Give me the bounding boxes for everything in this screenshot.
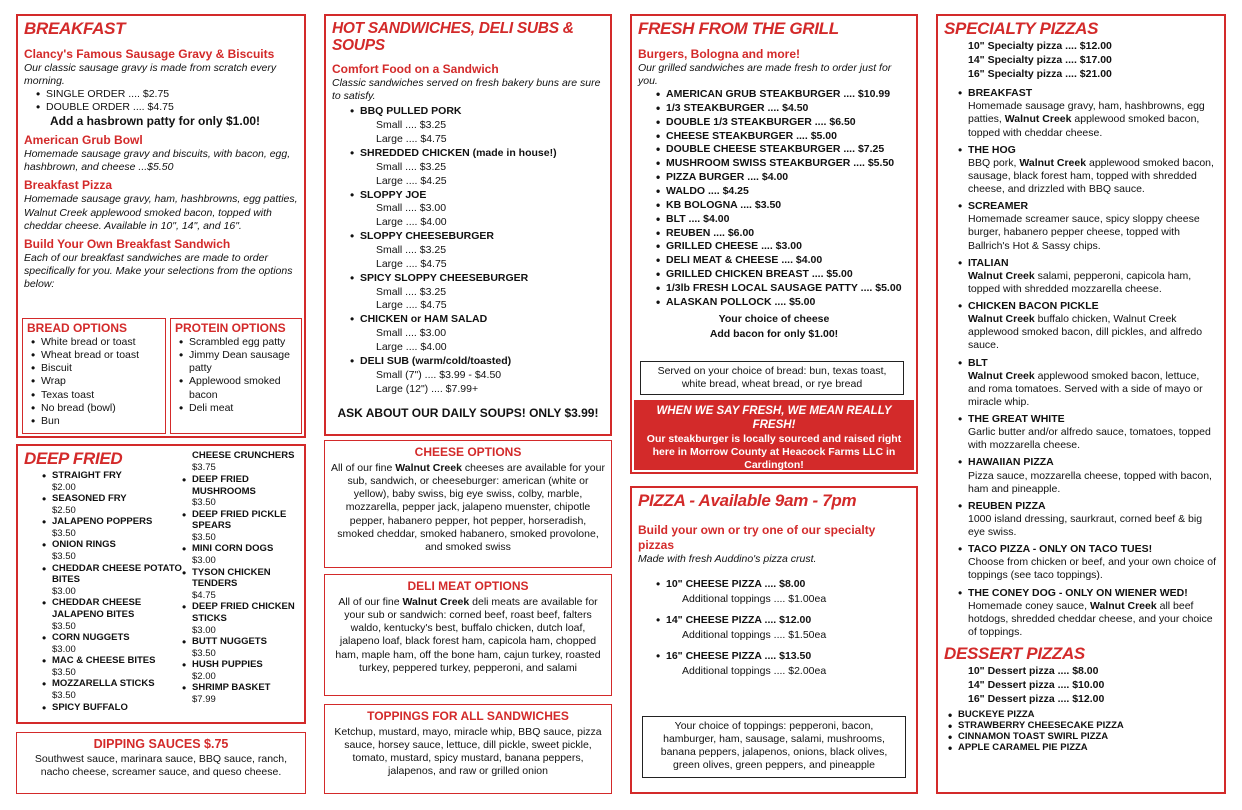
hot-sandwiches-title: HOT SANDWICHES, DELI SUBS & SOUPS xyxy=(332,20,574,55)
size-name: • 10" CHEESE PIZZA .... $8.00 xyxy=(666,577,806,590)
item-name: • MAC & CHEESE BITES xyxy=(52,655,156,667)
item-name: • SLOPPY CHEESEBURGER xyxy=(360,230,495,243)
list-item xyxy=(954,500,1218,539)
pizza-desc xyxy=(968,470,1218,496)
list-item: • CINNAMON TOAST SWIRL PIZZA xyxy=(944,732,1218,743)
list-item xyxy=(38,632,188,655)
item-large: Large .... $4.75 xyxy=(376,299,447,312)
pizza-name: • CHICKEN BACON PICKLE xyxy=(968,300,1099,313)
item-price: $3.50 xyxy=(52,527,76,539)
item-name: • MINI CORN DOGS xyxy=(192,543,274,555)
price-line: 16" Specialty pizza .... $21.00 xyxy=(968,68,1112,81)
item-name: • CHEDDAR CHEESE JALAPENO BITES xyxy=(52,597,142,620)
item-name: • SPICY SLOPPY CHEESEBURGER xyxy=(360,271,529,284)
list-item xyxy=(954,543,1218,582)
build-heading: Build Your Own Breakfast Sandwich xyxy=(24,236,231,251)
list-item: • KB BOLOGNA .... $3.50 xyxy=(652,199,910,213)
item-price: $3.50 xyxy=(192,497,216,509)
list-item: • REUBEN .... $6.00 xyxy=(652,227,910,241)
list-item xyxy=(38,563,188,598)
item-small: Small .... $3.25 xyxy=(376,119,447,132)
breakfast-title: BREAKFAST xyxy=(24,19,126,38)
list-item xyxy=(954,357,1218,410)
desc-brand: Walnut Creek xyxy=(968,313,1035,326)
list-item: • PIZZA BURGER .... $4.00 xyxy=(652,171,910,185)
pizza-desc xyxy=(968,313,1218,352)
price-line: 10" Dessert pizza .... $8.00 xyxy=(968,664,1099,677)
bowl-heading: American Grub Bowl xyxy=(24,133,143,148)
list-item xyxy=(346,313,604,355)
size-name: • 14" CHEESE PIZZA .... $12.00 xyxy=(666,614,812,627)
desc-brand: Walnut Creek xyxy=(1004,113,1072,126)
price-line: 14" Specialty pizza .... $17.00 xyxy=(968,53,1112,66)
protein-options-title: PROTEIN OPTIONS xyxy=(175,321,286,335)
pizza-desc xyxy=(968,556,1218,582)
desc-brand: Walnut Creek xyxy=(968,369,1035,382)
dipping-title: DIPPING SAUCES $.75 xyxy=(93,737,229,751)
toppings-text: Ketchup, mustard, mayo, miracle whip, BBQ sauce, pizza sauce, horsey sauce, lettuce, dill pickle, sweet pickle, tomato, mustard, spicy mustard, banana peppers, jalapenos, and raw or grilled onion xyxy=(334,726,602,778)
list-item: • Wheat bread or toast xyxy=(27,349,161,362)
item-price: $7.99 xyxy=(192,693,216,705)
list-item: • WALDO .... $4.25 xyxy=(652,185,910,199)
pizza-desc xyxy=(968,100,1218,139)
list-item xyxy=(346,189,604,231)
list-item: • Bun xyxy=(27,415,161,428)
item-name: • CORN NUGGETS xyxy=(52,632,130,644)
size-topping: Additional toppings .... $2.00ea xyxy=(682,665,827,678)
list-item xyxy=(346,147,604,189)
list-item xyxy=(652,614,910,642)
desc-pre: Homemade coney sauce, xyxy=(968,599,1090,612)
list-item: • Scrambled egg patty xyxy=(175,336,297,349)
grill-heading: Burgers, Bologna and more! xyxy=(638,46,801,61)
dessert-title: DESSERT PIZZAS xyxy=(944,644,1085,664)
specialty-prices xyxy=(944,39,1218,82)
list-item: • DOUBLE CHEESE STEAKBURGER .... $7.25 xyxy=(652,143,910,157)
list-item xyxy=(346,272,604,314)
item-name: • SLOPPY JOE xyxy=(360,188,427,201)
daily-soups: ASK ABOUT OUR DAILY SOUPS! ONLY $3.99! xyxy=(337,406,599,421)
pizza-toppings-box: Your choice of toppings: pepperoni, bacon, hamburger, ham, sausage, salami, mushrooms, banana peppers, jalapenos, onions, black olives, green olives, green peppers, and pineapple xyxy=(642,716,906,778)
item-price: $4.75 xyxy=(192,589,216,601)
item-small: Small .... $3.00 xyxy=(376,327,447,340)
list-item xyxy=(652,650,910,678)
desc-pre: Choose from chicken or beef, and your own choice of toppings (see taco toppings). xyxy=(968,556,1217,582)
item-large: Large (12") .... $7.99+ xyxy=(376,382,479,395)
list-item: • AMERICAN GRUB STEAKBURGER .... $10.99 xyxy=(652,88,910,102)
list-item xyxy=(652,578,910,606)
deep-fried-section xyxy=(16,444,306,724)
list-item: • 1/3lb FRESH LOCAL SAUSAGE PATTY .... $5.00 xyxy=(652,282,910,296)
pizza-name: • BREAKFAST xyxy=(968,87,1033,100)
dipping-text: Southwest sauce, marinara sauce, BBQ sauce, ranch, nacho cheese, screamer sauce, and queso cheese. xyxy=(34,752,288,778)
list-item xyxy=(38,470,188,493)
pizza-heading: Build your own or try one of our specialty pizzas xyxy=(638,522,876,552)
item-name: • SEASONED FRY xyxy=(52,493,127,505)
pizza-desc xyxy=(968,426,1218,452)
pizza-size-list xyxy=(652,578,910,679)
list-item: • BLT .... $4.00 xyxy=(652,213,910,227)
item-name: • CHEDDAR CHEESE POTATO BITES xyxy=(52,562,182,586)
toppings-section xyxy=(324,704,612,794)
item-small: Small .... $3.25 xyxy=(376,285,447,298)
pizza-desc: Made with fresh Auddino's pizza crust. xyxy=(638,552,817,565)
list-item: • DOUBLE 1/3 STEAKBURGER .... $6.50 xyxy=(652,116,910,130)
item-name: • CHICKEN or HAM SALAD xyxy=(360,313,488,326)
gravy-note: Add a hasbrown patty for only $1.00! xyxy=(50,114,261,129)
item-small: Small .... $3.25 xyxy=(376,243,447,256)
list-item xyxy=(178,474,306,509)
desc-pre: Garlic butter and/or alfredo sauce, tomatoes, topped with mozzarella cheese. xyxy=(968,426,1211,452)
item-name: • DEEP FRIED PICKLE SPEARS xyxy=(192,508,287,532)
list-item xyxy=(38,678,188,701)
item-small: Small .... $3.25 xyxy=(376,160,447,173)
pizza-name: • BLT xyxy=(968,356,988,369)
pizza-desc xyxy=(968,157,1218,196)
list-item: • APPLE CARAMEL PIE PIZZA xyxy=(944,743,1218,754)
bread-note-box: Served on your choice of bread: bun, texas toast, white bread, wheat bread, or rye bread xyxy=(640,361,904,395)
desc-brand: Walnut Creek xyxy=(1019,156,1087,169)
list-item xyxy=(38,516,188,539)
list-item xyxy=(346,230,604,272)
pizza-name: • THE GREAT WHITE xyxy=(968,413,1065,426)
item-price: $3.50 xyxy=(52,689,76,701)
list-item xyxy=(38,597,188,632)
list-item: • Wrap xyxy=(27,375,161,388)
list-item: • MUSHROOM SWISS STEAKBURGER .... $5.50 xyxy=(652,157,910,171)
toppings-title: TOPPINGS FOR ALL SANDWICHES xyxy=(367,709,569,723)
list-item: • Jimmy Dean sausage patty xyxy=(175,349,297,375)
item-large: Large .... $4.00 xyxy=(376,216,447,229)
specialty-title: SPECIALTY PIZZAS xyxy=(944,19,1099,38)
item-price: $3.50 xyxy=(52,620,76,632)
list-item xyxy=(954,587,1218,640)
item-price: $3.00 xyxy=(192,555,216,567)
pizza-desc xyxy=(968,600,1218,639)
item-large: Large .... $4.25 xyxy=(376,174,447,187)
list-item: • SINGLE ORDER .... $2.75 xyxy=(32,88,298,101)
dessert-prices xyxy=(944,664,1218,707)
comfort-desc: Classic sandwiches served on fresh bakery buns are sure to satisfy. xyxy=(332,77,601,103)
list-item xyxy=(954,200,1218,253)
gravy-list xyxy=(32,88,298,114)
item-name: • STRAIGHT FRY xyxy=(52,470,122,481)
list-item xyxy=(38,539,188,562)
list-item xyxy=(38,702,188,714)
item-price: $3.75 xyxy=(192,461,216,473)
item-price: $3.50 xyxy=(52,666,76,678)
desc-post: all beef hotdogs, shredded cheddar cheese, and your choice of toppings. xyxy=(968,599,1213,638)
banner-text: Our steakburger is locally sourced and raised right here in Morrow County at Heacock Farms LLC in Cardington! xyxy=(646,432,902,470)
item-price: $2.00 xyxy=(192,670,216,682)
deep-fried-right-lead xyxy=(192,450,302,473)
pizza-name: • ITALIAN xyxy=(968,256,1009,269)
grill-list xyxy=(652,88,910,310)
item-name: • BUTT NUGGETS xyxy=(192,636,267,648)
list-item: • No bread (bowl) xyxy=(27,402,161,415)
item-name: • HUSH PUPPIES xyxy=(192,659,263,671)
specialty-list xyxy=(954,87,1218,639)
pizza-desc xyxy=(968,213,1218,252)
item-price: $2.00 xyxy=(52,481,76,493)
item-name: • MOZZARELLA STICKS xyxy=(52,678,155,690)
size-name: • 16" CHEESE PIZZA .... $13.50 xyxy=(666,650,812,663)
pizza-name: • THE CONEY DOG - ONLY ON WIENER WED! xyxy=(968,586,1188,599)
item-small: Small .... $3.00 xyxy=(376,202,447,215)
list-item: • Applewood smoked bacon xyxy=(175,375,297,401)
list-item: • BUCKEYE PIZZA xyxy=(944,710,1218,721)
gravy-heading: Clancy's Famous Sausage Gravy & Biscuits xyxy=(24,46,275,61)
list-item: • STRAWBERRY CHEESECAKE PIZZA xyxy=(944,721,1218,732)
item-name: • DEEP FRIED CHICKEN STICKS xyxy=(192,601,295,624)
list-item: • GRILLED CHEESE .... $3.00 xyxy=(652,240,910,254)
desc-pre: Pizza sauce, mozzarella cheese, topped with bacon, ham and pineapple. xyxy=(968,469,1212,495)
desc-pre: Homemade screamer sauce, spicy sloppy cheese burger, habanero pepper cheese, topped with Ballrich's Hot & Sassy chips. xyxy=(968,213,1200,252)
dessert-list xyxy=(944,710,1218,754)
list-item xyxy=(954,257,1218,296)
breakfast-section xyxy=(16,14,306,438)
list-item xyxy=(38,493,188,516)
list-item: • Biscuit xyxy=(27,362,161,375)
gravy-desc: Our classic sausage gravy is made from scratch every morning. xyxy=(24,61,277,87)
pizza-desc xyxy=(968,270,1218,296)
list-item xyxy=(178,659,306,682)
deli-meat-section xyxy=(324,574,612,696)
item-price: $3.50 xyxy=(52,551,76,563)
fresh-banner xyxy=(634,400,914,470)
item-name: • BBQ PULLED PORK xyxy=(360,105,462,118)
grill-title: FRESH FROM THE GRILL xyxy=(638,19,839,38)
deli-meat-text: All of our fine Walnut Creek deli meats are available for your sub or sandwich: corned beef, roast beef, falters waldo, kentucky's best, buffalo chicken, dutch loaf, jalapeno loaf, black forest ham, capicola ham, chopped ham, maple ham, off the bone ham, cajun turkey, roasted turkey, peppered turkey, pepperoni, and salami xyxy=(335,596,601,674)
dipping-sauces-section xyxy=(16,732,306,794)
deep-fried-right-list xyxy=(178,474,306,706)
list-item: • DELI MEAT & CHEESE .... $4.00 xyxy=(652,254,910,268)
item-price: $3.00 xyxy=(52,585,76,597)
item-price: $3.00 xyxy=(192,624,216,636)
item-price: $3.50 xyxy=(192,647,216,659)
list-item xyxy=(346,105,604,147)
deep-fried-title: DEEP FRIED xyxy=(24,449,123,468)
list-item: • DOUBLE ORDER .... $4.75 xyxy=(32,101,298,114)
item-large: Large .... $4.75 xyxy=(376,257,447,270)
item-name: • ONION RINGS xyxy=(52,539,116,551)
grill-desc: Our grilled sandwiches are made fresh to order just for you. xyxy=(638,61,892,87)
list-item xyxy=(178,509,306,544)
list-item xyxy=(38,655,188,678)
pizza-name: • SCREAMER xyxy=(968,200,1029,213)
bfpizza-heading: Breakfast Pizza xyxy=(24,178,113,193)
item-name: • JALAPENO POPPERS xyxy=(52,516,153,528)
price-line: 10" Specialty pizza .... $12.00 xyxy=(968,39,1112,52)
size-topping: Additional toppings .... $1.00ea xyxy=(682,592,827,605)
item-large: Large .... $4.00 xyxy=(376,340,447,353)
hot-sandwiches-section xyxy=(324,14,612,436)
item-name: • SHRIMP BASKET xyxy=(192,682,271,694)
list-item xyxy=(954,456,1218,495)
cheese-options-title: CHEESE OPTIONS xyxy=(414,445,522,459)
desc-brand: Walnut Creek xyxy=(1089,599,1157,612)
pizza-name: • REUBEN PIZZA xyxy=(968,499,1046,512)
list-item: • White bread or toast xyxy=(27,336,161,349)
bread-options-title: BREAD OPTIONS xyxy=(27,321,128,335)
list-item xyxy=(954,413,1218,452)
pizza-name: • HAWAIIAN PIZZA xyxy=(968,456,1054,469)
list-item xyxy=(178,682,306,705)
item-name: • TYSON CHICKEN TENDERS xyxy=(192,566,271,590)
list-item xyxy=(954,87,1218,140)
desc-pre: BBQ pork, xyxy=(968,156,1020,169)
item-small: Small (7") .... $3.99 - $4.50 xyxy=(376,368,502,381)
list-item xyxy=(346,355,604,397)
pizza-section xyxy=(630,486,918,794)
list-item xyxy=(178,543,306,566)
item-price: $2.50 xyxy=(52,504,76,516)
size-topping: Additional toppings .... $1.50ea xyxy=(682,629,827,642)
bacon-note: Add bacon for only $1.00! xyxy=(709,327,839,340)
price-line: 16" Dessert pizza .... $12.00 xyxy=(968,693,1105,706)
list-item: • Texas toast xyxy=(27,389,161,402)
bfpizza-desc: Homemade sausage gravy, ham, hashbrowns, egg patties, Walnut Creek applewood smoked bacon, topped with cheddar cheese. Available in 10", 14", and 16". xyxy=(24,193,298,232)
desc-post: applewood smoked bacon, topped with cheddar cheese. xyxy=(968,113,1200,139)
list-item xyxy=(178,567,306,602)
cheese-options-section xyxy=(324,440,612,568)
deli-meat-title: DELI MEAT OPTIONS xyxy=(407,579,529,593)
pizza-desc xyxy=(968,370,1218,409)
desc-post: applewood smoked bacon, sausage, black forest ham, topped with shredded cheese, and drizzled with BBQ sauce. xyxy=(968,156,1214,196)
protein-options-box xyxy=(170,318,302,434)
list-item: • Deli meat xyxy=(175,402,297,415)
pizza-desc xyxy=(968,513,1218,539)
list-item: • CHEESE STEAKBURGER .... $5.00 xyxy=(652,130,910,144)
desc-pre: Homemade sausage gravy, ham, hashbrowns, egg patties, xyxy=(968,100,1205,126)
item-name: • SPICY BUFFALO xyxy=(52,701,128,713)
desc-post: applewood smoked bacon, lettuce, and roma tomatoes. Served with a side of mayo or miracle whip. xyxy=(968,369,1203,408)
desc-post: salami, pepperoni, capicola ham, topped with shredded mozzarella cheese. xyxy=(968,269,1192,295)
item-name: CHEESE CRUNCHERS xyxy=(192,450,295,461)
price-line: 14" Dessert pizza .... $10.00 xyxy=(968,678,1105,691)
list-item: • GRILLED CHICKEN BREAST .... $5.00 xyxy=(652,268,910,282)
build-desc: Each of our breakfast sandwiches are made to order specifically for you. Make your selections from the options below: xyxy=(24,251,293,291)
grill-section xyxy=(630,14,918,474)
list-item xyxy=(954,144,1218,197)
list-item xyxy=(178,601,306,636)
item-name: • SHREDDED CHICKEN (made in house!) xyxy=(360,146,557,159)
cheese-note: Your choice of cheese xyxy=(718,312,830,325)
pizza-title: PIZZA - Available 9am - 7pm xyxy=(638,491,857,510)
banner-title: WHEN WE SAY FRESH, WE MEAN REALLY FRESH! xyxy=(656,405,892,432)
protein-options-list xyxy=(175,336,297,415)
item-price: $3.00 xyxy=(52,643,76,655)
item-name: • DELI SUB (warm/cold/toasted) xyxy=(360,354,512,367)
bread-options-list xyxy=(27,336,161,428)
item-large: Large .... $4.75 xyxy=(376,133,447,146)
desc-pre: 1000 island dressing, saurkraut, corned beef & big eye swiss. xyxy=(968,512,1203,539)
pizza-name: • THE HOG xyxy=(968,143,1016,156)
bowl-desc: Homemade sausage gravy and biscuits, with bacon, egg, hashbrown, and cheese ...$5.50 xyxy=(24,148,291,174)
item-price: $3.50 xyxy=(192,531,216,543)
list-item: • 1/3 STEAKBURGER .... $4.50 xyxy=(652,102,910,116)
specialty-section xyxy=(936,14,1226,794)
item-name: • DEEP FRIED MUSHROOMS xyxy=(192,474,256,497)
comfort-heading: Comfort Food on a Sandwich xyxy=(332,62,499,77)
desc-post: buffalo chicken, Walnut Creek applewood smoked bacon, dill pickles, and alfredo sauce. xyxy=(968,313,1203,352)
cheese-options-text: All of our fine Walnut Creek cheeses are available for your sub, sandwich, or cheeseburger: american (white or yellow), baby swiss, big eye swiss, colby, marble, mozzarella, pepper jack, jalapeno muenster, chipotle pepper, habanero pepper, hot pepper, horseradish, smoked cheddar, smoked habanero, smoked provolone, and smoked swiss xyxy=(331,462,605,553)
desc-brand: Walnut Creek xyxy=(968,269,1035,282)
list-item xyxy=(954,300,1218,353)
list-item xyxy=(178,636,306,659)
bread-options-box xyxy=(22,318,166,434)
deep-fried-left-list xyxy=(38,470,188,713)
pizza-name: • TACO PIZZA - ONLY ON TACO TUES! xyxy=(968,543,1153,556)
hot-sandwiches-list xyxy=(346,105,604,396)
list-item: • ALASKAN POLLOCK .... $5.00 xyxy=(652,296,910,310)
